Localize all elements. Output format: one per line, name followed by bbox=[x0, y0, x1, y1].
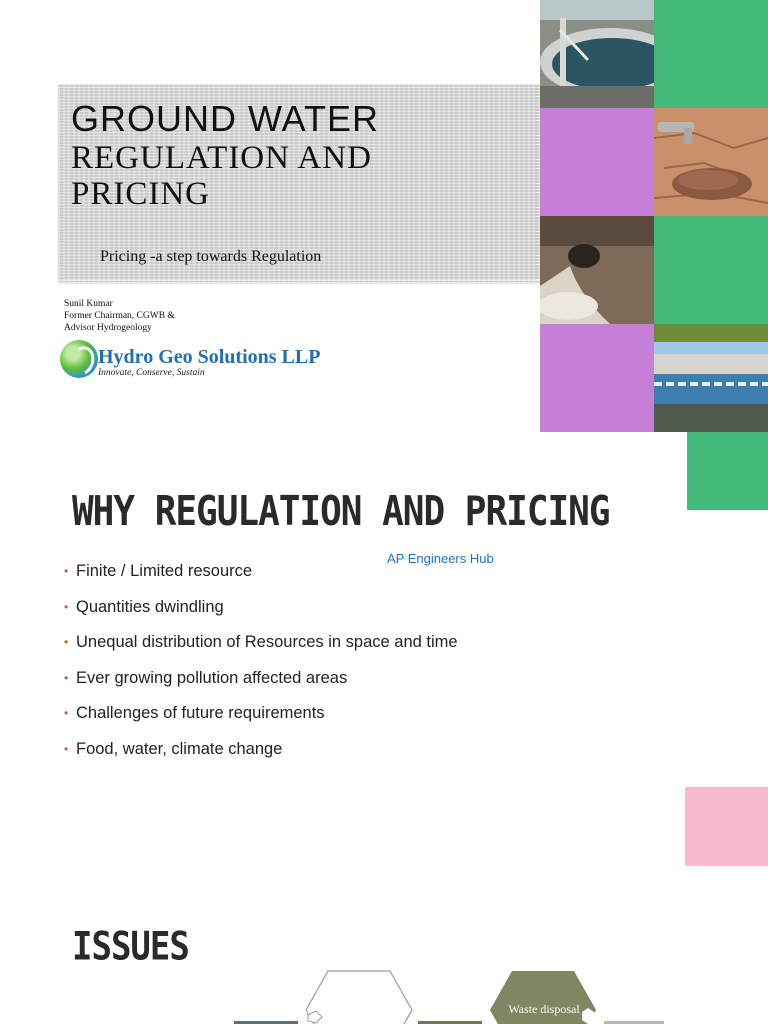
list-item: • Food, water, climate change bbox=[64, 734, 484, 766]
hexagon-waste-disposal bbox=[490, 971, 596, 1024]
hexagon-label: Waste disposal bbox=[508, 1002, 580, 1016]
list-item: • Quantities dwindling bbox=[64, 592, 484, 624]
bullet-icon: • bbox=[64, 741, 69, 756]
bullet-icon: • bbox=[64, 635, 69, 649]
company-logo bbox=[60, 340, 330, 382]
issues-hexagon-diagram bbox=[230, 968, 768, 1024]
bullet-icon: • bbox=[64, 564, 69, 578]
waste-discharge-photo bbox=[540, 216, 654, 324]
green-tile bbox=[687, 432, 768, 510]
watermark-link[interactable]: AP Engineers Hub bbox=[387, 551, 494, 566]
list-item: • Finite / Limited resource bbox=[64, 556, 484, 588]
title-line-1: GROUND WATER bbox=[71, 98, 379, 139]
river-weir-photo bbox=[654, 324, 768, 432]
bullet-icon: • bbox=[64, 706, 69, 720]
author-role-1: Former Chairman, CGWB & bbox=[64, 311, 175, 321]
bullet-icon: • bbox=[64, 670, 69, 685]
list-item: • Ever growing pollution affected areas bbox=[64, 663, 484, 695]
list-item: • Unequal distribution of Resources in space and time bbox=[64, 627, 484, 659]
list-item: • Challenges of future requirements bbox=[64, 698, 484, 730]
title-line-3: PRICING bbox=[71, 176, 211, 212]
bullet-icon: • bbox=[64, 599, 69, 614]
author-role-2: Advisor Hydrogeology bbox=[64, 323, 152, 333]
pink-tile bbox=[685, 787, 768, 866]
hexagon-outline bbox=[306, 971, 412, 1024]
green-tile bbox=[654, 0, 768, 108]
title-line-2: REGULATION AND bbox=[71, 140, 372, 176]
green-tile bbox=[654, 216, 768, 324]
treatment-plant-photo bbox=[540, 0, 654, 108]
logo-tagline: Innovate, Conserve, Sustain bbox=[98, 368, 205, 378]
purple-tile bbox=[540, 324, 654, 432]
bullet-list bbox=[64, 556, 484, 769]
tap-and-hands-photo bbox=[654, 108, 768, 216]
logo-name: Hydro Geo Solutions LLP bbox=[98, 346, 321, 368]
section-heading-why-regulation: WHY REGULATION AND PRICING bbox=[72, 488, 610, 536]
logo-globe-icon bbox=[60, 340, 98, 378]
purple-tile bbox=[540, 108, 654, 216]
subtitle: Pricing -a step towards Regulation bbox=[100, 248, 322, 265]
title-box bbox=[58, 84, 540, 284]
title-slide bbox=[0, 0, 768, 440]
author-name: Sunil Kumar bbox=[64, 299, 113, 309]
author-block bbox=[64, 298, 175, 334]
section-heading-issues: ISSUES bbox=[72, 924, 189, 970]
